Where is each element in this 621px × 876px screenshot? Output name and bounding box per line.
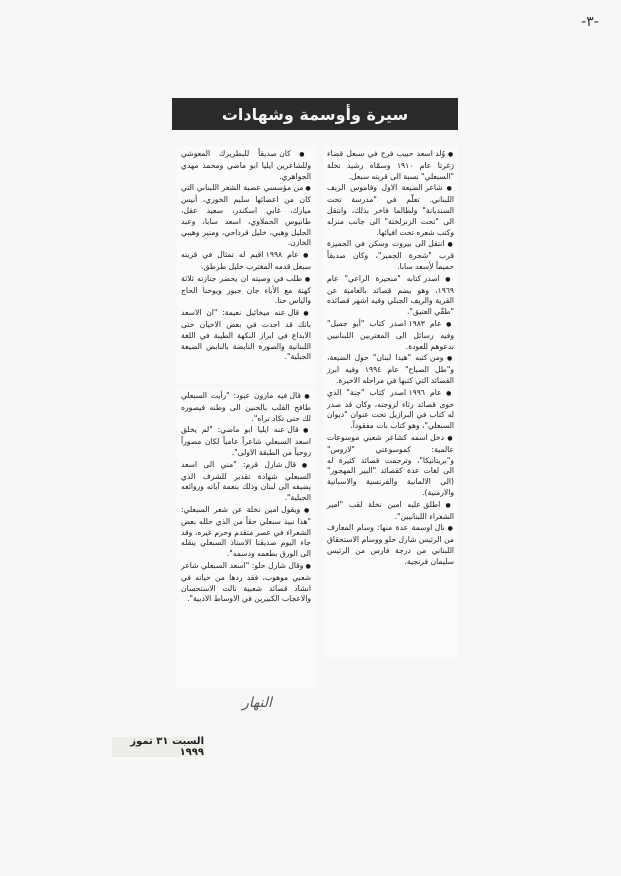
paragraph: ● قال عنه ميخائيل نعيمة: "ان الاسعد بانك قد اجدت في بعض الاحيان حتى الابداع في ابراز النكهة الطيبة في اللغة اللبنانية والصورة النابضة بالنابض الضيعة الجبلية". [181,308,311,362]
paragraph: ● قال عنه ايليا ابو ماضي: "لم يخلق اسعد السبعلي شاعراً عامياً لكان مصوراً روحياً من الطبقة الاولى". [181,425,311,457]
paragraph: ● وقال شارل حلو: "اسعد السبعلي شاعر شعبي موهوب، فقد ردها من حياته في انشاد قصائد شعبية نالت الاستحسان والاعجاب الكبيرين في الاوساط الادبية". [181,560,311,604]
paragraph: ● ويقول امين نخلة عن شعر السبعلي: "هذا نبيذ سبعلي حقاً من الذي حلله بعض الشعراء في عصر متقدم وحرم غيره، وقد جاء اليوم صديقنا الاستاذ السبعلي ينقله الى الورق بطعمه ودسمه". [181,504,311,559]
paragraph: ● شاعر الضيعة الاول وقاموس الريف اللبناني. تعلّم في "مدرسة تحت السنديانة" ولطالما فاخر بذلك، وانتقل الى "تحت الزنزلختة" الى جانب منزله وكتب شعره تحت افيائها. [327,183,454,237]
paragraph: ● عام ١٩٨٣ اصدر كتاب "أبو جميل" وفيه رسائل الى المغتربين اللبنانيين تدعوهم للعودة. [327,318,454,351]
paragraph: ● ومن كتبه "هيدا لبنان" حول الضيعة، و"طل الصباح" عام ١٩٩٤ وفيه ابرز القصائد التي كتبها في مراحله الاخيرة. [327,353,454,385]
paragraph: ● نال اوسمة عدة منها: وسام المعارف من الرئيس شارل حلو ووسام الاستحقاق اللبناني من درجة فارس من الرئيس سليمان فرنجية. [327,523,454,566]
newspaper-clipping [172,98,458,690]
handwritten-source-note: النهار [242,695,272,711]
date-label: السبت ٣١ تموز ١٩٩٩ [112,737,204,757]
paragraph: ● اصدر كتابه "منجيرة الراعي" عام ١٩٦٩، وهو يضم قصائد بالعامية عن القرية والريف الجبلي وفيه اشهر قصائده "طقّي العتيق". [327,273,454,317]
article-column-left-bottom [177,388,315,688]
paragraph: ● انتقل الى بيروت وسكن في الجميزة قرب "شجرة الجميز"، وكان صديقاً حميماً لأسعد سابا. [327,239,454,271]
paragraph: ● وُلد اسعد حبيب فرح في سبعل قضاء زغرتا عام ١٩١٠ وسمّاه رشيد نخلة "السبعلي" نسبة الى قريته سبعل. [327,149,454,181]
paragraph: ● كان صديقاً للبطريرك المعوشي وللشاعرين ايليا ابو ماضي ومحمد مهدي الجواهري. [181,149,311,181]
article-column-right [323,146,458,658]
paragraph: ● عام ١٩٩٨ اقيم له تمثال في قريته سبعل قدمه المغترب خليل طرطق. [181,250,311,271]
paragraph: ● قال شارل قرم: "مني الى اسعد السبعلي شهادة تقدير للشرف الذي يضيفه الى لبنان وذلك بنعمة آياته وروائعه الجبلية". [181,459,311,503]
paragraph: ● قال فيه مارون عبود: "رأيت السبعلي طافح القلب بالحنين الى وطنه فيصوره لك حتى تكاد تراه". [181,391,311,423]
paragraph: ● اطلق عليه امين نخلة لقب "امير الشعراء اللبنانيين". [327,499,454,521]
paragraph: ● عام ١٩٩٦ اصدر كتاب "جنة" الذي حوى قصائد رثاء لزوجته، وكان قد صدر له كتاب في البرازيل تحت عنوان "ديوان السبعلي"، وهو كتاب بات مفقوداً. [327,387,454,431]
page-number: -٣- [581,14,599,30]
article-title: سيرة وأوسمة وشهادات [172,98,458,130]
article-column-left-top [177,146,315,384]
paragraph: ● طلب في وصيته ان يحضر جنازته ثلاثة كهنة مع الأباء جان جبور ويوحنا الحاج والياس حنا. [181,273,311,306]
paragraph: ● من مؤسسي عصبة الشعر اللبناني التي كان من اعضائها سليم الخوري، أنيس ميارك، غابي اسكندر، سعيد عقل، طانيوس الحملاوي، اسعد سابا، وعبد الجليل وهبي، خليل قرداحي، ومنير وهيبي الخازن. [181,183,311,248]
paragraph: ● دخل اسمه كشاعر شعبي موسوعات عالمية: كموسوعتي "لاروس" و"بريتانيكا"، وترجمت قصائد كثيرة له الى لغات عدة كقصائد "البير المهجور" (الى الالمانية والفرنسية والاسبانية والارمنية). [327,432,454,497]
